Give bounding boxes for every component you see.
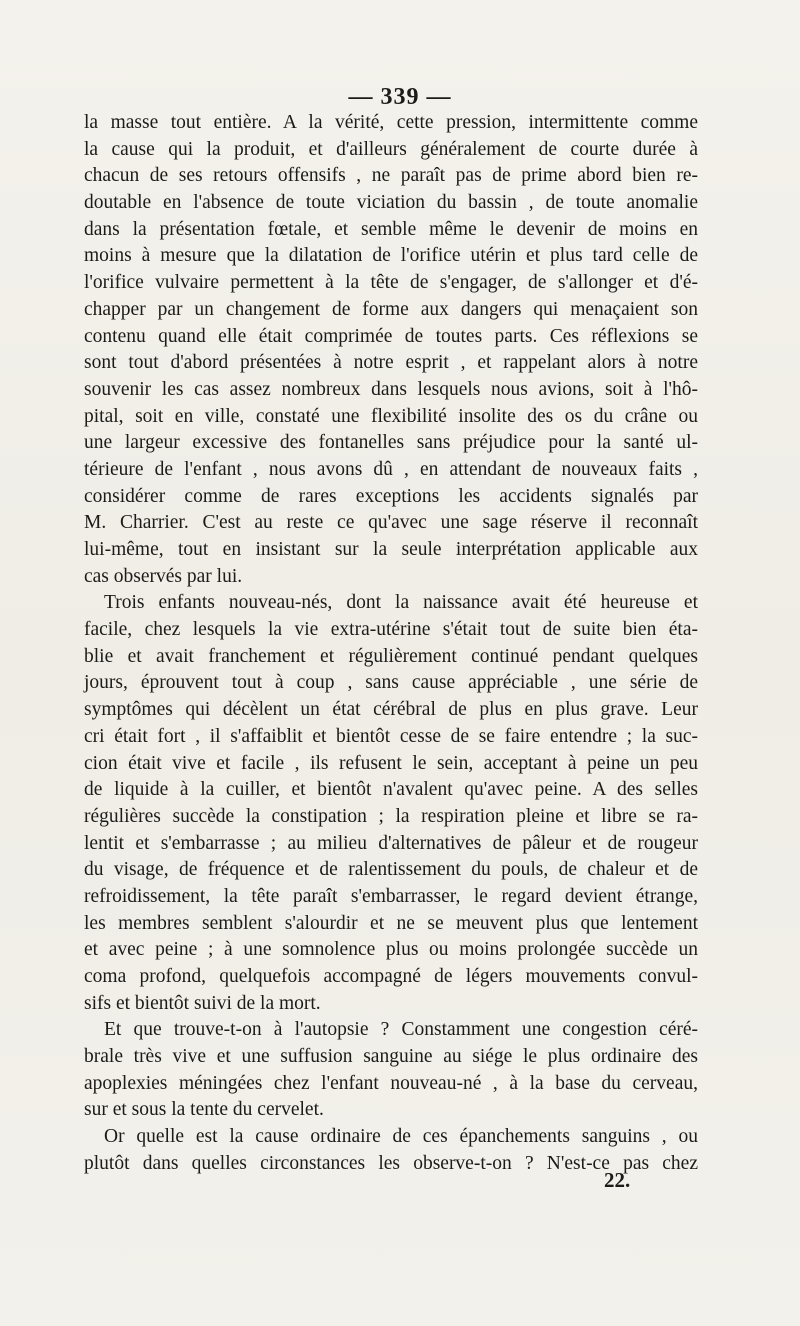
text-line: la cause qui la produit, et d'ailleurs généralement de courte durée à	[84, 138, 698, 160]
text-line: et avec peine ; à une somnolence plus ou moins prolongée succède un	[84, 939, 698, 961]
text-line: lentit et s'embarrasse ; au milieu d'alternatives de pâleur et de rougeur	[84, 832, 698, 854]
text-line: considérer comme de rares exceptions les accidents signalés par	[84, 485, 698, 507]
text-line: refroidissement, la tête paraît s'embarrasser, le regard devient étrange,	[84, 885, 698, 907]
body-text	[84, 110, 698, 1178]
text-line: M. Charrier. C'est au reste ce qu'avec une sage réserve il reconnaît	[84, 512, 698, 534]
paragraph	[84, 1017, 698, 1124]
paragraph	[84, 110, 698, 590]
signature-mark: 22.	[604, 1168, 631, 1192]
text-line: de liquide à la cuiller, et bientôt n'avalent qu'avec peine. A des selles	[84, 779, 698, 801]
text-line: jours, éprouvent tout à coup , sans cause appréciable , une série de	[84, 672, 698, 694]
text-line: chapper par un changement de forme aux dangers qui menaçaient son	[84, 298, 698, 320]
text-line: cion était vive et facile , ils refusent le sein, acceptant à peine un peu	[84, 752, 698, 774]
text-line: Trois enfants nouveau-nés, dont la naissance avait été heureuse et	[104, 592, 698, 614]
text-line: térieure de l'enfant , nous avons dû , en attendant de nouveaux faits ,	[84, 458, 698, 480]
text-line: facile, chez lesquels la vie extra-utérine s'était tout de suite bien éta-	[84, 619, 698, 641]
text-line: symptômes qui décèlent un état cérébral de plus en plus grave. Leur	[84, 699, 698, 721]
text-line: l'orifice vulvaire permettent à la tête de s'engager, de s'allonger et d'é-	[84, 272, 698, 294]
text-line: plutôt dans quelles circonstances les observe-t-on ? N'est-ce pas chez	[84, 1152, 698, 1174]
text-line: une largeur excessive des fontanelles sans préjudice pour la santé ul-	[84, 432, 698, 454]
text-line: pital, soit en ville, constaté une flexibilité insolite des os du crâne ou	[84, 405, 698, 427]
text-line: doutable en l'absence de toute viciation du bassin , de toute anomalie	[84, 192, 698, 214]
text-line: la masse tout entière. A la vérité, cette pression, intermittente comme	[84, 112, 698, 133]
text-line: blie et avait franchement et régulièrement continué pendant quelques	[84, 645, 698, 667]
text-line: du visage, de fréquence et de ralentissement du pouls, de chaleur et de	[84, 859, 698, 881]
text-line: apoplexies méningées chez l'enfant nouveau-né , à la base du cerveau,	[84, 1072, 698, 1094]
page-number: — 339 —	[348, 84, 452, 110]
text-line: régulières succède la constipation ; la respiration pleine et libre se ra-	[84, 805, 698, 827]
text-line: sont tout d'abord présentées à notre esprit , et rappelant alors à notre	[84, 352, 698, 374]
text-line: les membres semblent s'alourdir et ne se meuvent plus que lentement	[84, 912, 698, 934]
text-line: Et que trouve-t-on à l'autopsie ? Constamment une congestion céré-	[104, 1019, 698, 1041]
text-line: lui-même, tout en insistant sur la seule interprétation applicable aux	[84, 539, 698, 560]
paragraph	[84, 590, 698, 1017]
text-line: moins à mesure que la dilatation de l'orifice utérin et plus tard celle de	[84, 245, 698, 267]
text-line: sifs et bientôt suivi de la mort.	[84, 992, 321, 1014]
text-line: coma profond, quelquefois accompagné de légers mouvements convul-	[84, 966, 698, 987]
text-line: cas observés par lui.	[84, 565, 243, 587]
text-line: sur et sous la tente du cervelet.	[84, 1099, 324, 1121]
text-line: souvenir les cas assez nombreux dans lesquels nous avions, soit à l'hô-	[84, 378, 698, 400]
text-line: Or quelle est la cause ordinaire de ces épanchements sanguins , ou	[104, 1126, 698, 1148]
text-line: contenu quand elle était comprimée de toutes parts. Ces réflexions se	[84, 325, 698, 347]
text-line: cri était fort , il s'affaiblit et bientôt cesse de se faire entendre ; la suc-	[84, 725, 698, 747]
text-line: brale très vive et une suffusion sanguine au siége le plus ordinaire des	[84, 1046, 698, 1068]
text-line: chacun de ses retours offensifs , ne paraît pas de prime abord bien re-	[84, 165, 698, 187]
text-line: dans la présentation fœtale, et semble même le devenir de moins en	[84, 218, 698, 240]
